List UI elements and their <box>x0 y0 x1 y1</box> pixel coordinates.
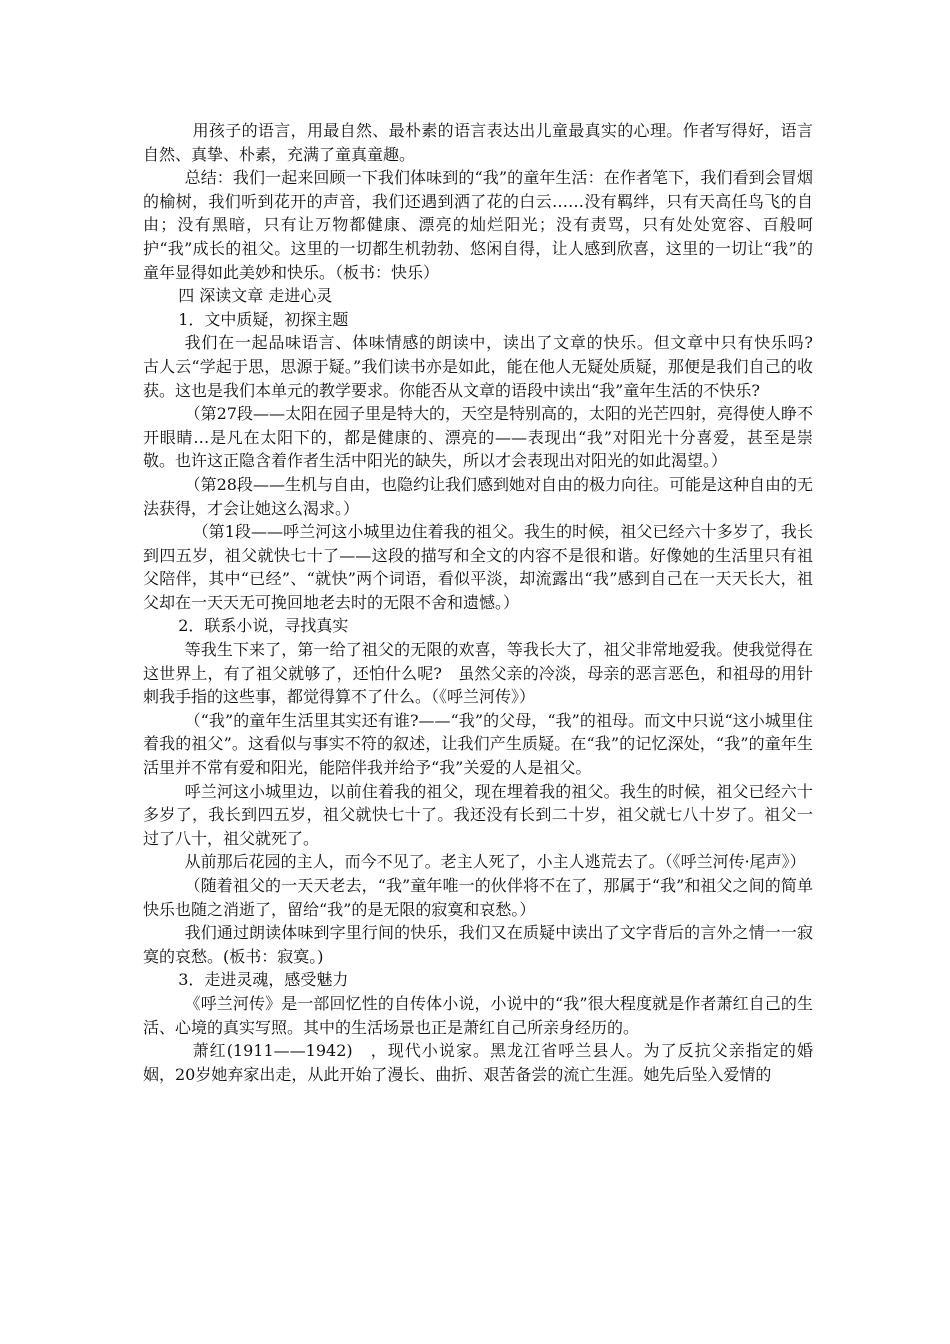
subsection-heading-4-2: 2．联系小说，寻找真实 <box>178 616 349 636</box>
section-heading-4: 四 深读文章 走进心灵 <box>178 286 333 306</box>
subsection-heading-4-3: 3．走进灵魂，感受魅力 <box>178 970 349 990</box>
paragraph-summary: 总结：我们一起来回顾一下我们体味到的“我”的童年生活：在作者笔下，我们看到会冒烟的榆树，我们听到花开的声音，我们还遇到洒了花的白云……没有羁绊，只有天高任鸟飞的自由；没有黑暗，只有让万物都健康、漂亮的灿烂阳光；没有责骂，只有处处宽容、百般呵护“我”成长的祖父。这里的一切都生机勃勃、悠闲自得，让人感到欣喜，这里的一切让“我”的童年显得如此美妙和快乐。（板书：快乐） <box>143 168 813 282</box>
paragraph-autobiography: 《呼兰河传》是一部回忆性的自传体小说，小说中的“我”很大程度就是作者萧红自己的生活、心境的真实写照。其中的生活场景也正是萧红自己所亲身经历的。 <box>143 993 813 1037</box>
paragraph-section-27: （第27段——太阳在园子里是特大的，天空是特别高的，太阳的光芒四射，亮得使人睁不开眼睛…是凡在太阳下的，都是健康的、漂亮的——表现出“我”对阳光十分喜爱，甚至是崇敬。也许这正隐含着作者生活中阳光的缺失，所以才会表现出对阳光的如此渴望。） <box>143 404 813 471</box>
document-body <box>143 119 830 1086</box>
paragraph-xiao-hong-bio: 萧红(1911——1942) ，现代小说家。黑龙江省呼兰县人。为了反抗父亲指定的婚姻，20岁她弃家出走，从此开始了漫长、曲折、艰苦备尝的流亡生涯。她先后坠入爱情的 <box>143 1041 813 1084</box>
paragraph-garden-owner: 从前那后花园的主人，而今不见了。老主人死了，小主人逃荒去了。（《呼兰河传·尾声》） <box>184 852 806 872</box>
paragraph-who-else: （“我”的童年生活里其实还有谁?——“我”的父母，“我”的祖母。而文中只说“这小城里住着我的祖父”。这看似与事实不符的叙述，让我们产生质疑。在“我”的记忆深处，“我”的童年生活里并不常有爱和阳光，能陪伴我并给予“我”关爱的人是祖父。 <box>143 710 813 778</box>
paragraph-child-language: 用孩子的语言，用最自然、最朴素的语言表达出儿童最真实的心理。作者写得好，语言自然、真挚、朴素，充满了童真童趣。 <box>143 121 813 164</box>
paragraph-question: 我们在一起品味语言、体味情感的朗读中，读出了文章的快乐。但文章中只有快乐吗? 古人云“学起于思，思源于疑。”我们读书亦是如此，能在他人无疑处质疑，那便是我们自己的收获。这也是我们本单元的教学要求。你能否从文章的语段中读出“我”童年生活的不快乐? <box>143 333 830 400</box>
paragraph-quote-grandfather: 等我生下来了，第一给了祖父的无限的欢喜，等我长大了，祖父非常地爱我。使我觉得在这世界上，有了祖父就够了，还怕什么呢? 虽然父亲的冷淡，母亲的恶言恶色，和祖母的用针刺我手指的这些事，都觉得算不了什么。（《呼兰河传》） <box>143 640 813 707</box>
paragraph-conclusion-sorrow: 我们通过朗读体味到字里行间的快乐，我们又在质疑中读出了文字背后的言外之情一一寂寞的哀愁。(板书：寂寞。) <box>143 923 813 966</box>
paragraph-hulan-river: 呼兰河这小城里边，以前住着我的祖父，现在埋着我的祖父。我生的时候，祖父已经六十多岁了，我长到四五岁，祖父就快七十了。我还没有长到二十岁，祖父就七八十岁了。祖父一过了八十，祖父就死了。 <box>143 781 813 848</box>
subsection-heading-4-1: 1．文中质疑，初探主题 <box>178 309 349 329</box>
paragraph-section-1: （第1段——呼兰河这小城里边住着我的祖父。我生的时候，祖父已经六十多岁了，我长到四五岁，祖父就快七十了——这段的描写和全文的内容不是很和谐。好像她的生活里只有祖父陪伴，其中“已经”、“就快”两个词语，看似平淡，却流露出“我”感到自己在一天天长大，祖父却在一天天无可挽回地老去时的无限不舍和遗憾。） <box>143 522 813 612</box>
paragraph-section-28: （第28段——生机与自由，也隐约让我们感到她对自由的极力向往。可能是这种自由的无法获得，才会让她这么渴求。） <box>143 474 813 518</box>
paragraph-loneliness: （随着祖父的一天天老去，“我”童年唯一的伙伴将不在了，那属于“我”和祖父之间的简单快乐也随之消逝了，留给“我”的是无限的寂寞和哀愁。） <box>143 876 813 919</box>
